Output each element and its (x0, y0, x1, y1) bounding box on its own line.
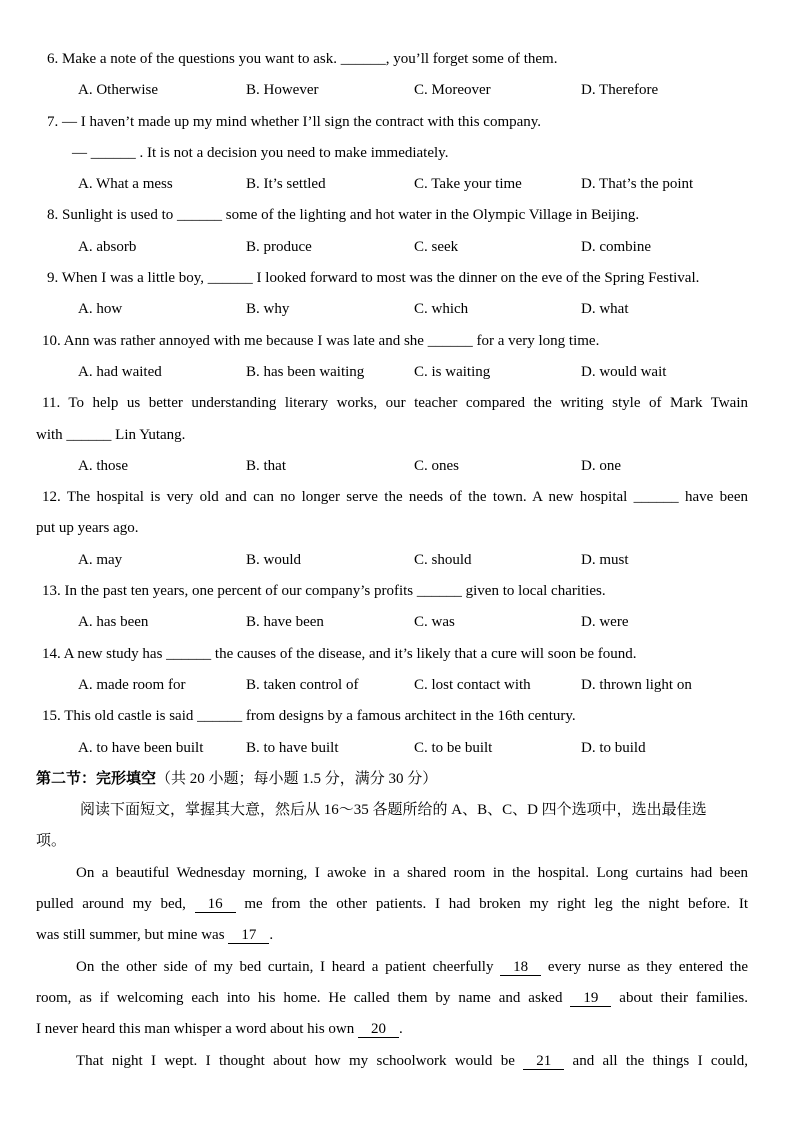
cloze-blank-20: 20 (358, 1021, 399, 1038)
question-6-options-row (36, 75, 748, 106)
question-12-stem-line: put up years ago. (36, 520, 139, 537)
question-12-options-row (36, 545, 748, 576)
passage-paragraph-3 (36, 1046, 748, 1077)
question-9 (36, 263, 748, 326)
question-10 (36, 326, 748, 389)
question-9-option-A: A. how (78, 301, 123, 318)
question-7-stem-line: — ______ . It is not a decision you need to make immediately. (72, 144, 449, 161)
cloze-blank-21: 21 (523, 1053, 564, 1070)
question-7-options-row (36, 169, 748, 200)
question-13-option-B: B. have been (246, 614, 324, 631)
question-14-option-D: D. thrown light on (581, 676, 692, 693)
question-15-option-D: D. to build (581, 739, 646, 756)
question-13-option-C: C. was (414, 614, 455, 631)
question-8 (36, 200, 748, 263)
question-8-option-A: A. absorb (78, 238, 137, 255)
passage-line: room, as if welcoming each into his home. He called them by name and asked 19 about their families. (36, 989, 748, 1006)
question-7-option-B: B. It’s settled (246, 176, 326, 193)
cloze-instruction-line: 阅读下面短文，掌握其大意，然后从 16～35 各题所给的 A、B、C、D 四个选项中，选出最佳选 (80, 802, 707, 819)
question-14-stem-line: 14. A new study has ______ the causes of the disease, and it’s likely that a cure will soon be found. (42, 645, 637, 662)
question-6-stem-line: 6. Make a note of the questions you want to ask. ______, you’ll forget some of them. (47, 51, 558, 67)
question-10-option-A: A. had waited (78, 363, 162, 380)
question-6 (36, 44, 748, 107)
question-11-option-B: B. that (246, 457, 286, 474)
question-11-options-row (36, 451, 748, 482)
question-6-option-C: C. Moreover (414, 82, 491, 99)
question-6-option-A: A. Otherwise (78, 82, 158, 99)
question-15-option-A: A. to have been built (78, 739, 204, 756)
passage-line: On the other side of my bed curtain, I heard a patient cheerfully 18 every nurse as they entered the (76, 958, 748, 975)
cloze-section-title: 第二节：完形填空 (36, 770, 157, 787)
question-14 (36, 639, 748, 702)
question-10-option-D: D. would wait (581, 363, 667, 380)
question-9-options-row (36, 294, 748, 325)
question-12-stem-line: 12. The hospital is very old and can no longer serve the needs of the town. A new hospital ______ have been (42, 489, 748, 506)
question-7-option-A: A. What a mess (78, 176, 173, 193)
question-8-option-D: D. combine (581, 238, 651, 255)
question-13 (36, 576, 748, 639)
passage-paragraph-2 (36, 952, 748, 1046)
question-6-option-B: B. However (246, 82, 319, 99)
question-15-stem-line: 15. This old castle is said ______ from designs by a famous architect in the 16th century. (42, 708, 576, 725)
cloze-section-score-info: （共 20 小题；每小题 1.5 分，满分 30 分） (156, 770, 438, 787)
question-8-options-row (36, 232, 748, 263)
cloze-blank-18: 18 (500, 959, 541, 976)
question-11 (36, 388, 748, 482)
question-12-option-C: C. should (414, 551, 472, 568)
question-12-option-D: D. must (581, 551, 629, 568)
question-9-option-D: D. what (581, 301, 629, 318)
question-7-option-C: C. Take your time (414, 176, 522, 193)
question-11-stem-line: with ______ Lin Yutang. (36, 426, 186, 443)
passage-line: On a beautiful Wednesday morning, I awoke in a shared room in the hospital. Long curtains had been (76, 864, 748, 881)
question-14-options-row (36, 670, 748, 701)
question-13-option-D: D. were (581, 614, 629, 631)
question-8-option-B: B. produce (246, 238, 312, 255)
question-8-option-C: C. seek (414, 238, 459, 255)
question-8-stem-line: 8. Sunlight is used to ______ some of the lighting and hot water in the Olympic Village in Beijing. (47, 207, 640, 224)
question-6-option-D: D. Therefore (581, 82, 659, 99)
question-14-option-C: C. lost contact with (414, 676, 531, 693)
question-7-option-D: D. That’s the point (581, 176, 694, 193)
passage-paragraph-1 (36, 858, 748, 952)
cloze-blank-17: 17 (228, 927, 269, 944)
cloze-passage (36, 858, 748, 1077)
question-15-option-B: B. to have built (246, 739, 339, 756)
question-13-options-row (36, 607, 748, 638)
question-9-option-C: C. which (414, 301, 469, 318)
cloze-blank-19: 19 (570, 990, 611, 1007)
passage-line: I never heard this man whisper a word about his own 20 . (36, 1021, 403, 1038)
cloze-instructions (36, 795, 748, 858)
question-10-options-row (36, 357, 748, 388)
question-9-stem-line: 9. When I was a little boy, ______ I looked forward to most was the dinner on the eve of the Spring Festival. (47, 270, 700, 287)
question-12 (36, 482, 748, 576)
cloze-instruction-line: 项。 (36, 833, 67, 850)
question-7-stem-line: 7. — I haven’t made up my mind whether I’ll sign the contract with this company. (47, 113, 542, 130)
question-15-options-row (36, 733, 748, 764)
cloze-section-header (36, 764, 748, 795)
question-14-option-A: A. made room for (78, 676, 186, 693)
passage-line: That night I wept. I thought about how my schoolwork would be 21 and all the things I could, (76, 1052, 748, 1069)
question-15 (36, 701, 748, 764)
question-13-option-A: A. has been (78, 614, 149, 631)
question-12-option-A: A. may (78, 551, 123, 568)
question-7 (36, 107, 748, 201)
question-10-stem-line: 10. Ann was rather annoyed with me because I was late and she ______ for a very long time. (42, 332, 600, 349)
question-11-option-A: A. those (78, 457, 128, 474)
grammar-questions-section (36, 44, 748, 764)
question-11-option-C: C. ones (414, 457, 459, 474)
question-11-option-D: D. one (581, 457, 621, 474)
passage-line: pulled around my bed, 16 me from the other patients. I had broken my right leg the night before. It (36, 896, 748, 913)
question-15-option-C: C. to be built (414, 739, 493, 756)
question-10-option-C: C. is waiting (414, 363, 491, 380)
question-10-option-B: B. has been waiting (246, 363, 365, 380)
cloze-blank-16: 16 (195, 896, 236, 913)
question-12-option-B: B. would (246, 551, 302, 568)
question-11-stem-line: 11. To help us better understanding literary works, our teacher compared the writing style of Mark Twain (42, 395, 748, 412)
question-9-option-B: B. why (246, 301, 290, 318)
question-14-option-B: B. taken control of (246, 676, 359, 693)
passage-line: was still summer, but mine was 17 . (36, 927, 274, 944)
question-13-stem-line: 13. In the past ten years, one percent of our company’s profits ______ given to local charities. (42, 583, 606, 600)
